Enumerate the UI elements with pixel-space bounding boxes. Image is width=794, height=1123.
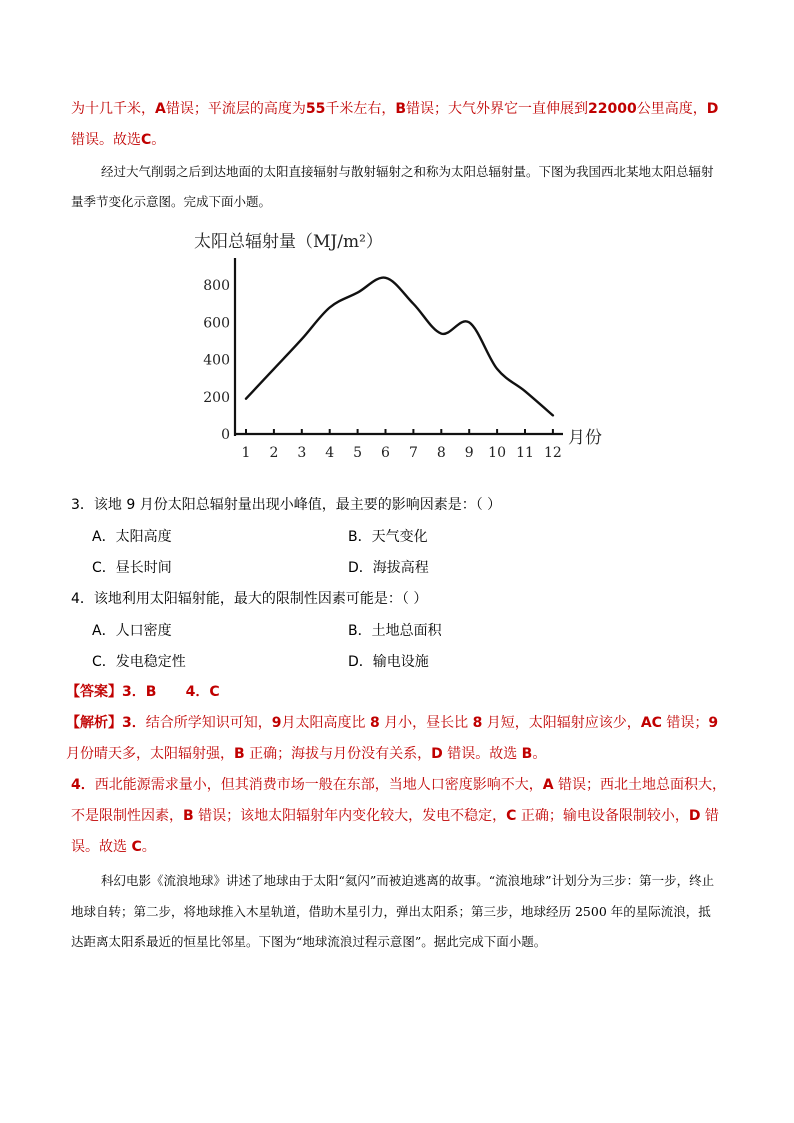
analysis-continuation-line2: 错误。故选C。 [71, 132, 166, 148]
y-tick-label: 200 [203, 389, 230, 406]
answer-value: 3．B 4．C [122, 684, 220, 700]
chart-title: 太阳总辐射量（MJ/m²） [194, 232, 383, 252]
x-tick-label: 4 [325, 445, 335, 461]
text-run: 西北能源需求量小，但其消费市场一般在东部，当地人口密度影响不大， [94, 777, 543, 793]
x-tick-label: 9 [464, 445, 474, 461]
q4-option-c[interactable]: C．发电稳定性 [92, 654, 186, 670]
text-run: 错误； [661, 715, 709, 731]
question-4-stem: 4．该地利用太阳辐射能，最大的限制性因素可能是：（ ） [71, 591, 428, 607]
text-run: AC [640, 715, 662, 731]
question-intro-paragraph: 经过大气削弱之后到达地面的太阳直接辐射与散射辐射之和称为太阳总辐射量。下图为我国西北某地太阳总辐射量季节变化示意图。完成下面小题。 [71, 164, 714, 209]
text-run: C [506, 808, 517, 824]
text-run: 千米左右， [325, 101, 396, 117]
text-run: 错误。故选 [71, 808, 719, 855]
x-tick-label: 12 [543, 445, 562, 461]
text-run: 。 [141, 839, 156, 855]
q3-option-c[interactable]: C．昼长时间 [92, 560, 172, 576]
text-run: 。 [532, 746, 547, 762]
q4-option-b[interactable]: B．土地总面积 [348, 623, 442, 639]
analysis-paragraph-2 [71, 770, 727, 863]
text-run: 8 [369, 715, 380, 731]
text-run: 公里高度， [636, 101, 707, 117]
x-tick-label: 10 [488, 445, 507, 461]
x-axis-label: 月份 [568, 428, 602, 448]
x-tick-label: 11 [516, 445, 534, 461]
text-run: B [183, 808, 194, 824]
text-run: 错误；西北土地总面积大，不是限制性因素， [71, 777, 727, 824]
text-run: 55 [305, 101, 326, 117]
text-run: D [688, 808, 701, 824]
text-run: 8 [472, 715, 483, 731]
text-run: 月短，太阳辐射应该少， [482, 715, 641, 731]
text-run: 错误；该地太阳辐射年内变化较大，发电不稳定， [193, 808, 507, 824]
text-run: 错误；大气外界它一直伸展到 [406, 101, 588, 117]
x-tick-label: 2 [269, 445, 279, 461]
analysis-label: 【解析】 [66, 715, 122, 731]
text-run: 为十几千米， [71, 101, 155, 117]
text-run: 错误；平流层的高度为 [165, 101, 306, 117]
x-tick-label: 8 [436, 445, 446, 461]
analysis-paragraph-1 [66, 708, 726, 770]
question-3-stem: 3．该地 9 月份太阳总辐射量出现小峰值，最主要的影响因素是：（ ） [71, 497, 502, 513]
x-tick-label: 7 [408, 445, 418, 461]
text-run: 错误。故选 [442, 746, 522, 762]
text-run: 月小，昼长比 [379, 715, 473, 731]
text-run: A [155, 101, 166, 117]
text-run: 9 [708, 715, 719, 731]
question-intro-paragraph-2: 科幻电影《流浪地球》讲述了地球由于太阳“氦闪”而被迫逃离的故事。“流浪地球”计划分为三步：第一步，终止地球自转；第二步，将地球推入木星轨道，借助木星引力，弹出太阳系；第三步，地球经历 2500 年的星际流浪，抵达距离太阳系最近的恒星比邻星。下图为“地球流浪过程示意图”。据此完成下面小题。 [71, 873, 715, 949]
text-run: 4． [71, 777, 95, 793]
text-run: B [521, 746, 533, 762]
text-run: 正确；海拔与月份没有关系， [244, 746, 432, 762]
y-tick-label: 0 [221, 427, 230, 443]
q3-option-b[interactable]: B．天气变化 [348, 529, 428, 545]
text-run: D [431, 746, 443, 762]
text-run: 9 [271, 715, 282, 731]
text-run: C [131, 839, 142, 855]
answer-line [66, 677, 718, 708]
analysis-continuation-line1 [71, 94, 723, 125]
text-run: 正确；输电设备限制较小， [516, 808, 689, 824]
x-tick-label: 5 [353, 445, 363, 461]
text-run: 结合所学知识可知， [145, 715, 272, 731]
y-tick-label: 400 [203, 352, 230, 369]
y-tick-label: 600 [203, 315, 230, 332]
x-tick-label: 3 [297, 445, 307, 461]
text-run: D [706, 101, 719, 117]
q4-option-d[interactable]: D．输电设施 [348, 654, 429, 670]
radiation-line-chart [180, 228, 630, 468]
text-run: B [234, 746, 245, 762]
text-run: 月太阳高度比 [281, 715, 370, 731]
q3-option-d[interactable]: D．海拔高程 [348, 560, 429, 576]
text-run: B [395, 101, 406, 117]
q3-option-a[interactable]: A．太阳高度 [92, 529, 172, 545]
series-line [246, 278, 553, 416]
text-run: 22000 [588, 101, 637, 117]
x-tick-label: 1 [241, 445, 251, 461]
text-run: A [542, 777, 554, 793]
y-tick-label: 800 [203, 278, 230, 295]
q4-option-a[interactable]: A．人口密度 [92, 623, 172, 639]
answer-label: 【答案】 [66, 684, 122, 700]
analysis-continuation [71, 94, 723, 156]
text-run: 月份晴天多，太阳辐射强， [66, 746, 234, 762]
text-run: 3． [122, 715, 146, 731]
x-tick-label: 6 [381, 445, 390, 461]
